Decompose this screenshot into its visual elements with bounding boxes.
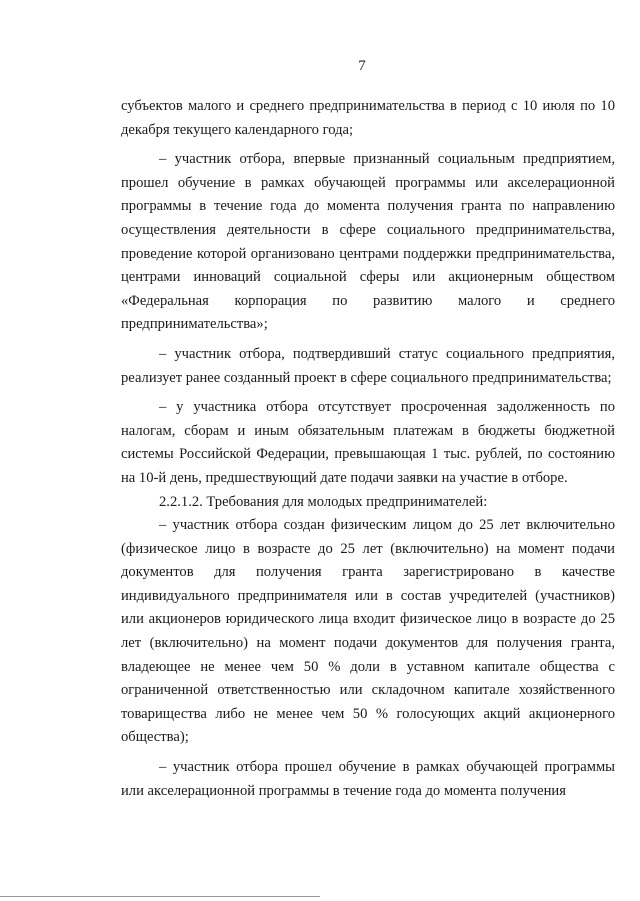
paragraph: – участник отбора, впервые признанный социальным предприятием, прошел обучение в рамках обучающей программы или акселерационной программы в течение года до момента получения гранта по направлению осуществления деятельности в сфере социального предпринимательства, проведение которой организовано центрами поддержки предпринимательства, центрами инноваций социальной сферы или акционерным обществом «Федеральная корпорация по развитию малого и среднего предпринимательства»; [121, 151, 615, 333]
section-heading: 2.2.1.2. Требования для молодых предпринимателей: [159, 493, 488, 510]
page-number: 7 [358, 58, 366, 74]
paragraph: – участник отбора, подтвердивший статус социального предприятия, реализует ранее созданный проект в сфере социального предпринимательства; [121, 345, 615, 386]
footer-divider [0, 896, 320, 897]
document-body [121, 95, 615, 803]
paragraph: субъектов малого и среднего предпринимательства в период с 10 июля по 10 декабря текущего календарного года; [121, 98, 615, 138]
paragraph: – участник отбора прошел обучение в рамках обучающей программы или акселерационной программы в течение года до момента получения [121, 759, 615, 799]
paragraph: – участник отбора создан физическим лицом до 25 лет включительно (физическое лицо в возрасте до 25 лет (включительно) на момент подачи документов для получения гранта зарегистрировано в качестве индивидуального предпринимателя или в состав учредителей (участников) или акционеров юридического лица входит физическое лицо в возрасте до 25 лет (включительно) на момент подачи документов для получения гранта, владеющее не менее чем 50 % доли в уставном капитале общества с ограниченной ответственностью или складочном капитале хозяйственного товарищества либо не менее чем 50 % голосующих акций акционерного общества); [121, 517, 615, 746]
paragraph: – у участника отбора отсутствует просроченная задолженность по налогам, сборам и иным обязательным платежам в бюджеты бюджетной системы Российской Федерации, превышающая 1 тыс. рублей, по состоянию на 10-й день, предшествующий дате подачи заявки на участие в отборе. [121, 399, 615, 486]
